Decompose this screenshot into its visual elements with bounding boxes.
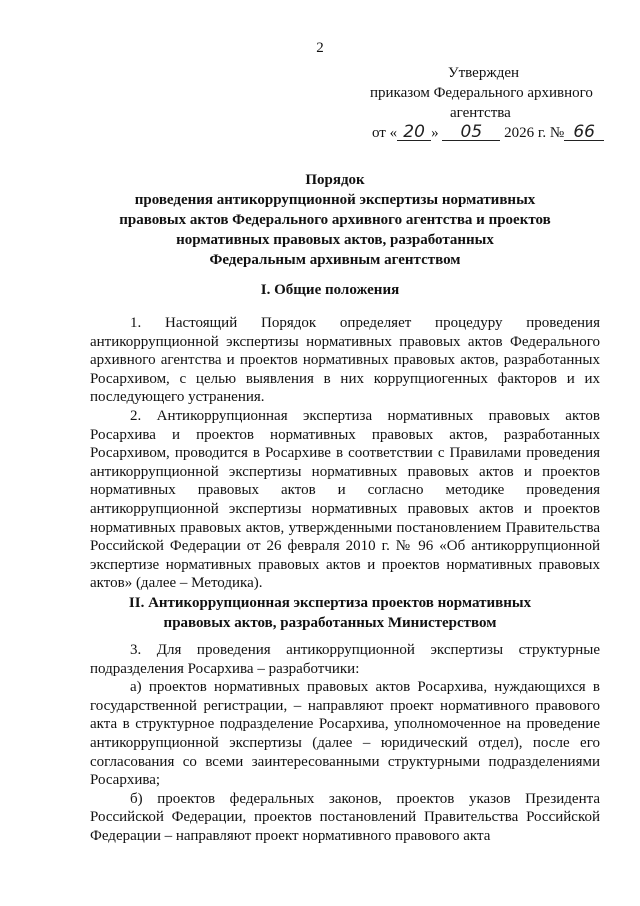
- title-line: нормативных правовых актов, разработанных: [176, 232, 494, 248]
- section-2-heading: [60, 593, 600, 633]
- approval-date-line: [360, 123, 610, 143]
- paragraph-1: 1. Настоящий Порядок определяет процедуру проведения антикоррупционной экспертизы нормативных правовых актов Федерального архивного агентства и проектов нормативных правовых актов, разработанных Росархивом, с целью выявления в них коррупциогенных факторов и их последующего устранения.: [90, 315, 600, 406]
- section-2-heading-line: правовых актов, разработанных Министерством: [163, 615, 497, 631]
- title-line: проведения антикоррупционной экспертизы нормативных: [134, 192, 536, 208]
- title-heading: Порядок: [305, 172, 365, 188]
- approval-line-approved: Утвержден: [448, 65, 520, 81]
- paragraph-b: б) проектов федеральных законов, проектов указов Президента Российской Федерации, проектов постановлений Правительства Российской Федерации – направляют проект нормативного правового акта: [90, 790, 600, 844]
- handwritten-day: 20: [397, 124, 431, 141]
- approval-from-prefix: от «: [372, 125, 398, 141]
- paragraph-3: 3. Для проведения антикоррупционной экспертизы структурные подразделения Росархива – разработчики:: [90, 642, 600, 677]
- section-1-heading: I. Общие положения: [260, 282, 400, 298]
- title-line: правовых актов Федерального архивного агентства и проектов: [119, 212, 551, 228]
- approval-line-agency: агентства: [450, 105, 511, 121]
- document-title: [110, 170, 560, 270]
- section-2-heading-line: II. Антикоррупционная экспертиза проектов нормативных: [128, 595, 532, 611]
- page-number: 2: [316, 40, 324, 56]
- approval-block: [360, 63, 610, 143]
- approval-line-order: приказом Федерального архивного: [370, 85, 593, 101]
- handwritten-order-number: 66: [564, 124, 604, 141]
- paragraph-a: а) проектов нормативных правовых актов Росархива, нуждающихся в государственной регистрации, – направляют проект нормативного правового акта в структурное подразделение Росархива, уполномоченное на проведение антикоррупционной экспертизы (далее – юридический отдел), после его согласования со всеми заинтересованными структурными подразделениями Росархива;: [90, 679, 600, 789]
- paragraph-2: 2. Антикоррупционная экспертиза нормативных правовых актов Росархива и проектов нормативных правовых актов, разработанных Росархивом, проводится в Росархиве в соответствии с Правилами проведения антикоррупционной экспертизы нормативных правовых актов и проектов нормативных правовых актов и согласно методике проведения антикоррупционной экспертизы нормативных правовых актов и проектов нормативных правовых актов, утвержденными постановлением Правительства Российской Федерации от 26 февраля 2010 г. № 96 «Об антикоррупционной экспертизе нормативных правовых актов и проектов нормативных правовых актов» (далее – Методика).: [90, 407, 600, 592]
- section-1-body: [90, 314, 600, 593]
- approval-year-text: 2026 г. №: [504, 125, 565, 141]
- handwritten-month: 05: [442, 124, 500, 141]
- title-line: Федеральным архивным агентством: [209, 252, 461, 268]
- approval-quote-close: »: [431, 125, 439, 141]
- section-2-body: [90, 641, 600, 846]
